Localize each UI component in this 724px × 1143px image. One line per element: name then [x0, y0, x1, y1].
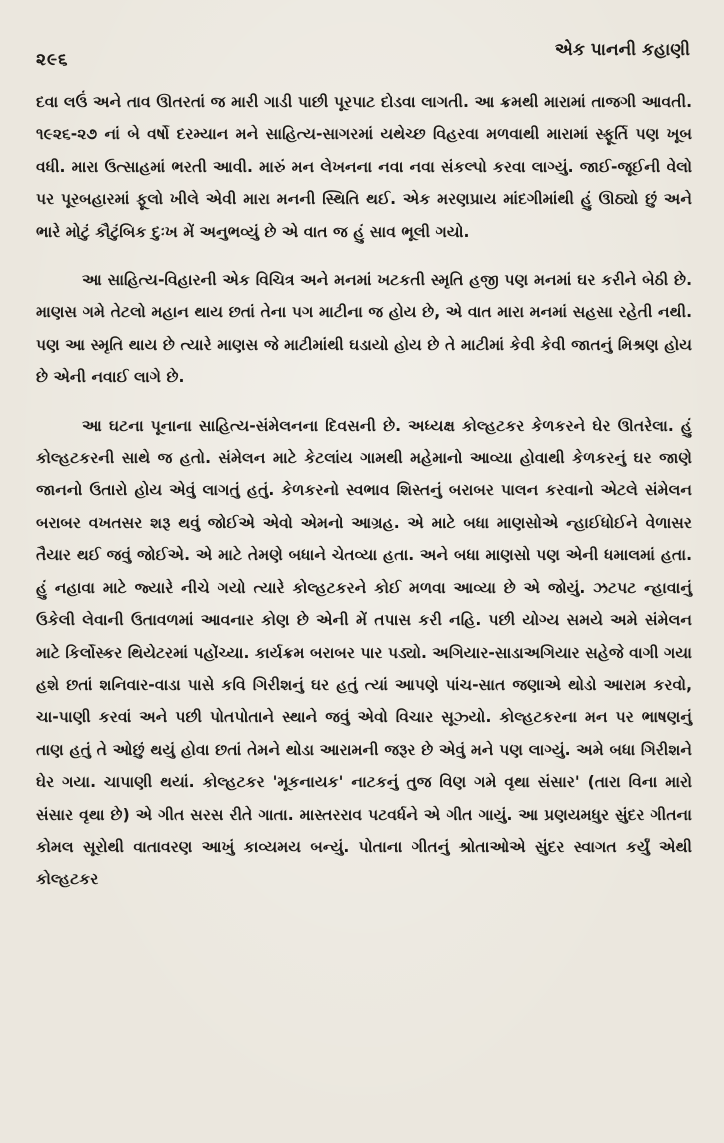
paragraph: આ ઘટના પૂનાના સાહિત્ય-સંમેલનના દિવસની છે. અધ્યક્ષ કોલ્હટકર કેળકરને ઘેર ઊતરેલા. હું કોલ્હટકરની સાથે જ હતો. સંમેલન માટે કેટલાંય ગામથી મહેમાનો આવ્યા હોવાથી કેળકરનું ઘર જાણે જાનનો ઉતારો હોય એવું લાગતું હતું. કેળકરનો સ્વભાવ શિસ્તનું બરાબર પાલન કરવાનો એટલે સંમેલન બરાબર વખતસર શરૂ થવું જોઈએ એવો એમનો આગ્રહ. એ માટે બધા માણસોએ ન્હાઈધોઈને વેળાસર તૈયાર થઈ જવું જોઈએ. એ માટે તેમણે બધાને ચેતવ્યા હતા. અને બધા માણસો પણ એની ધમાલમાં હતા. હું નહાવા માટે જ્યારે નીચે ગયો ત્યારે કોલ્હટકરને કોઈ મળવા આવ્યા છે એ જોયું. ઝટપટ ન્હાવાનું ઉકેલી લેવાની ઉતાવળમાં આવનાર કોણ છે એની મેં તપાસ કરી નહિ. પછી યોગ્ય સમયે અમે સંમેલન માટે કિર્લોસ્કર થિયેટરમાં પહોંચ્યા. કાર્યક્રમ બરાબર પાર પડ્યો. અગિયાર-સાડાઅગિયાર સહેજે વાગી ગયા હશે છતાં શનિવાર-વાડા પાસે કવિ ગિરીશનું ઘર હતું ત્યાં આપણે પાંચ-સાત જણાએ થોડો આરામ કરવો, ચા-પાણી કરવાં અને પછી પોતપોતાને સ્થાને જવું એવો વિચાર સૂઝ્યો. કોલ્હટકરના મન પર ભાષણનું તાણ હતું તે ઓછું થયું હોવા છતાં તેમને થોડા આરામની જરૂર છે એવું મને પણ લાગ્યું. અમે બધા ગિરીશને ઘેર ગયા. ચાપાણી થયાં. કોલ્હટકર 'મૂકનાયક' નાટકનું તુજ વિણ ગમે વૃથા સંસાર' (તારા વિના મારો સંસાર વૃથા છે) એ ગીત સરસ રીતે ગાતા. માસ્તરરાવ પટવર્ધને એ ગીત ગાયું. આ પ્રણયમધુર સુંદર ગીતના કોમલ સૂરોથી વાતાવરણ આખું કાવ્યમય બન્યું. પોતાના ગીતનું શ્રોતાઓએ સુંદર સ્વાગત કર્યું એથી કોલ્હટકર: [36, 416, 692, 889]
running-head: એક પાનની કહાણી: [554, 40, 690, 60]
page-number: ૨૯૬: [36, 50, 69, 70]
body-text: [36, 86, 692, 912]
paragraph: દવા લઉં અને તાવ ઊતરતાં જ મારી ગાડી પાછી પૂરપાટ દોડવા લાગતી. આ ક્રમથી મારામાં તાજગી આવતી. ૧૯૨૬-૨૭ નાં બે વર્ષો દરમ્યાન મને સાહિત્ય-સાગરમાં યથેચ્છ વિહરવા મળવાથી મારામાં સ્ફૂર્તિ પણ ખૂબ વધી. મારા ઉત્સાહમાં ભરતી આવી. મારું મન લેખનના નવા નવા સંકલ્પો કરવા લાગ્યું. જાઈ-જૂઈની વેલો પર પૂરબહારમાં ફૂલો ખીલે એવી મારા મનની સ્થિતિ થઈ. એક મરણપ્રાય માંદગીમાંથી હું ઊઠ્યો છું અને ભારે મોટું કૌટુંબિક દુઃખ મેં અનુભવ્યું છે એ વાત જ હું સાવ ભૂલી ગયો.: [36, 93, 692, 241]
paragraph: આ સાહિત્ય-વિહારની એક વિચિત્ર અને મનમાં ખટકતી સ્મૃતિ હજી પણ મનમાં ઘર કરીને બેઠી છે. માણસ ગમે તેટલો મહાન થાય છતાં તેના પગ માટીના જ હોય છે, એ વાત મારા મનમાં સહસા રહેતી નથી. પણ આ સ્મૃતિ થાય છે ત્યારે માણસ જે માટીમાંથી ઘડાયો હોય છે તે માટીમાં કેવી કેવી જાતનું મિશ્રણ હોય છે એની નવાઈ લાગે છે.: [36, 271, 692, 387]
